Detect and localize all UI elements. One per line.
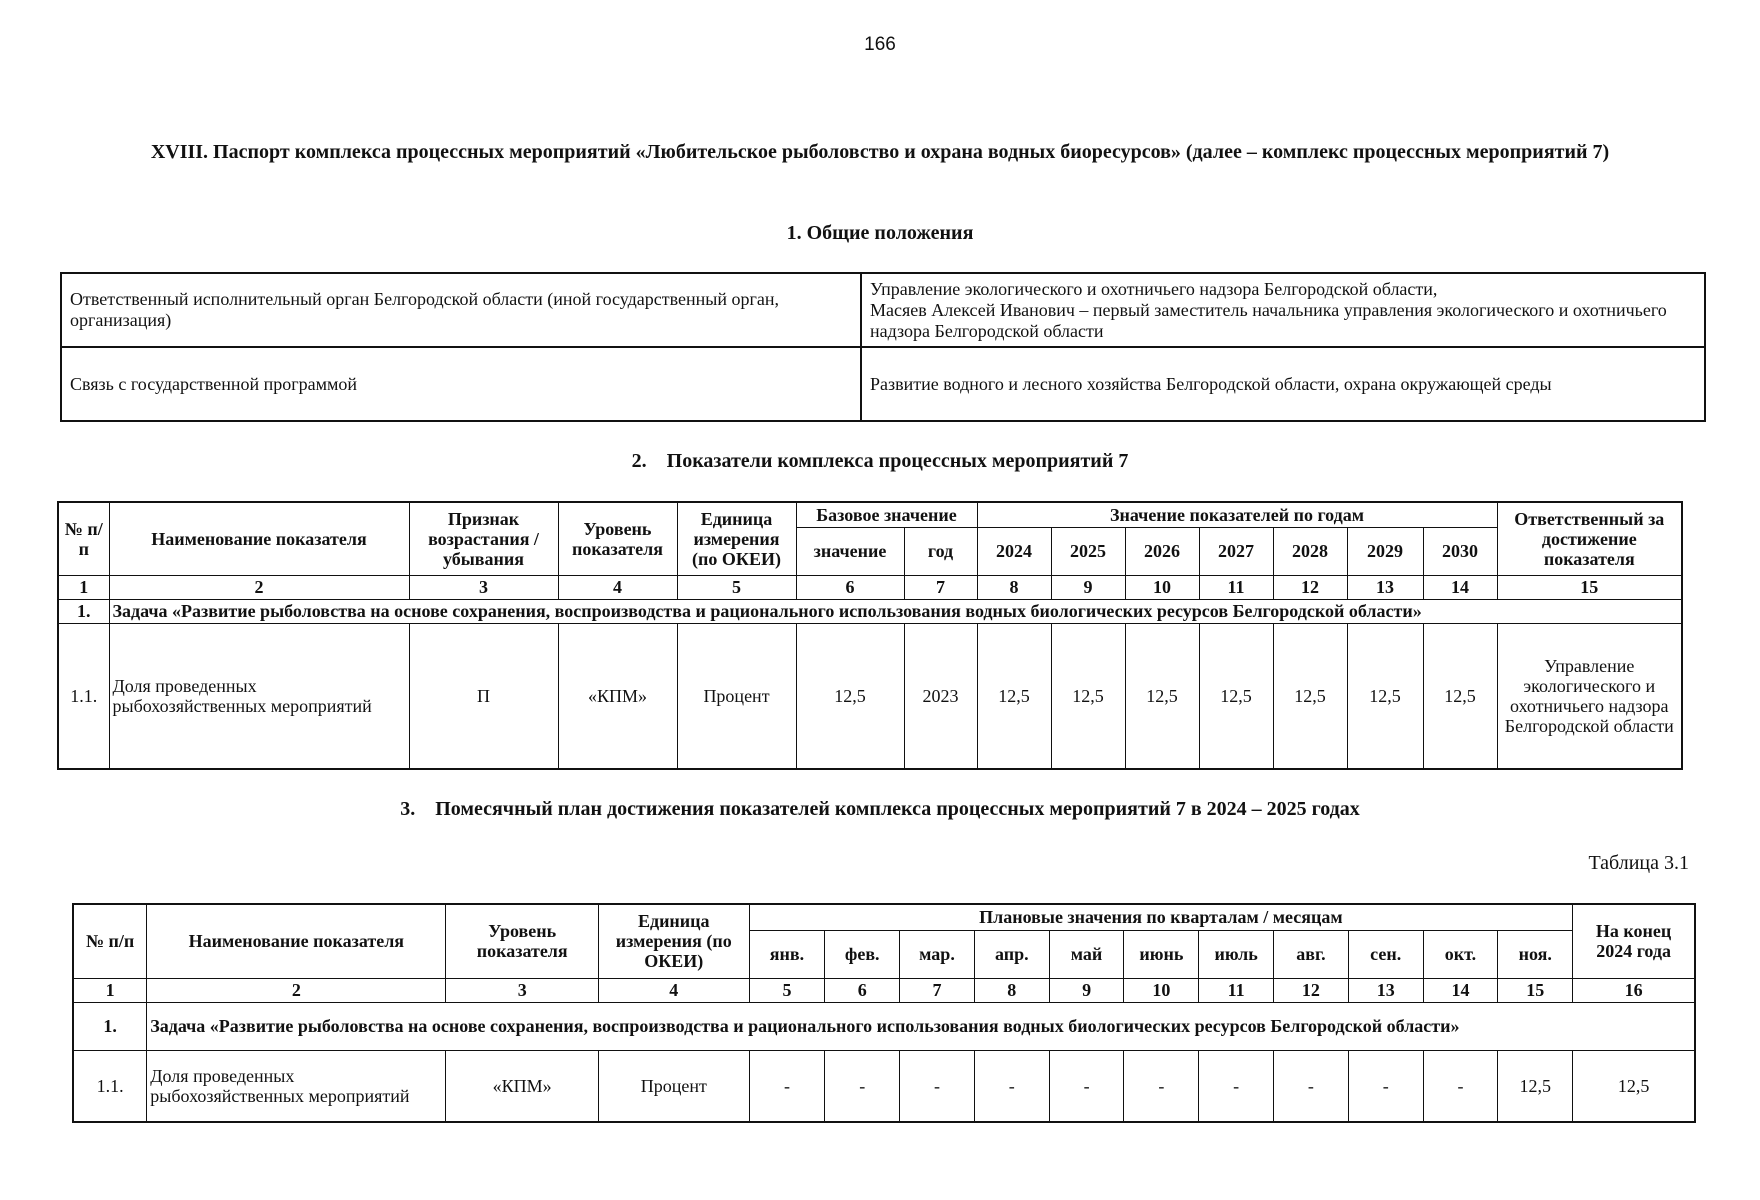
year-value: 12,5 — [1199, 623, 1273, 769]
col-number: 5 — [677, 575, 796, 599]
col-number: 14 — [1423, 575, 1497, 599]
col-year-header: 2026 — [1125, 527, 1199, 575]
col-year-header: 2025 — [1051, 527, 1125, 575]
responsible-value-line: Масяев Алексей Иванович – первый заместитель начальника управления экологического и охотничьего надзора Белгородской области — [870, 299, 1667, 341]
col-month-header: фев. — [825, 930, 900, 978]
col-year-header: 2028 — [1273, 527, 1347, 575]
month-value: - — [1423, 1050, 1498, 1122]
indicator-level: «КПМ» — [446, 1050, 599, 1122]
col-number: 5 — [749, 978, 825, 1002]
col-number: 14 — [1423, 978, 1498, 1002]
col-plan-header: Плановые значения по кварталам / месяцам — [749, 904, 1573, 930]
col-number: 11 — [1199, 575, 1273, 599]
col-number: 6 — [825, 978, 900, 1002]
table-row — [73, 1050, 1695, 1122]
col-number: 8 — [974, 978, 1049, 1002]
table-reference: Таблица 3.1 — [1588, 852, 1689, 874]
col-month-header: ноя. — [1498, 930, 1573, 978]
responsible-label: Ответственный исполнительный орган Белгородской области (иной государственный орган, организация) — [61, 273, 861, 347]
indicator-unit: Процент — [598, 1050, 749, 1122]
task-row — [73, 1002, 1695, 1050]
col-number: 7 — [904, 575, 977, 599]
col-number: 2 — [147, 978, 446, 1002]
col-number: 15 — [1497, 575, 1682, 599]
year-value: 12,5 — [1423, 623, 1497, 769]
section2-heading: 2. Показатели комплекса процессных мероприятий 7 — [631, 450, 1129, 472]
task-text: Задача «Развитие рыболовства на основе сохранения, воспроизводства и рационального использования водных биологических ресурсов Белгородской области» — [109, 599, 1682, 623]
col-year-header: 2027 — [1199, 527, 1273, 575]
col-number: 4 — [558, 575, 677, 599]
col-number: 9 — [1051, 575, 1125, 599]
indicator-name: Доля проведенных рыбохозяйственных мероприятий — [147, 1050, 446, 1122]
col-number: 1 — [58, 575, 109, 599]
month-value: - — [1274, 1050, 1349, 1122]
col-month-header: май — [1049, 930, 1124, 978]
section3-heading: 3. Помесячный план достижения показателей комплекса процессных мероприятий 7 в 2024 – 2025 годах — [400, 798, 1360, 820]
col-number: 13 — [1347, 575, 1423, 599]
row-number: 1.1. — [73, 1050, 147, 1122]
col-month-header: июль — [1199, 930, 1274, 978]
col-month-header: мар. — [900, 930, 975, 978]
month-value: - — [1049, 1050, 1124, 1122]
col-number: 13 — [1348, 978, 1423, 1002]
col-years-header: Значение показателей по годам — [977, 502, 1497, 527]
col-month-header: янв. — [749, 930, 825, 978]
column-numbers-row — [58, 575, 1682, 599]
indicator-unit: Процент — [677, 623, 796, 769]
responsible-cell: Управление экологического и охотничьего надзора Белгородской области — [1497, 623, 1682, 769]
base-year: 2023 — [904, 623, 977, 769]
program-link-label: Связь с государственной программой — [61, 347, 861, 421]
year-value: 12,5 — [1273, 623, 1347, 769]
document-title: XVIII. Паспорт комплекса процессных мероприятий «Любительское рыболовство и охрана водных биоресурсов» (далее – комплекс процессных мероприятий 7) — [150, 141, 1610, 163]
task-number: 1. — [73, 1002, 147, 1050]
page-number: 166 — [864, 34, 896, 55]
col-number: 10 — [1125, 575, 1199, 599]
col-number: 3 — [446, 978, 599, 1002]
col-number: 6 — [796, 575, 904, 599]
base-value: 12,5 — [796, 623, 904, 769]
responsible-value — [861, 273, 1705, 347]
col-month-header: сен. — [1348, 930, 1423, 978]
program-link-value: Развитие водного и лесного хозяйства Белгородской области, охрана окружающей среды — [861, 347, 1705, 421]
end-of-year-value: 12,5 — [1573, 1050, 1695, 1122]
indicator-sign: П — [409, 623, 558, 769]
col-number: 16 — [1573, 978, 1695, 1002]
col-number: 3 — [409, 575, 558, 599]
year-value: 12,5 — [977, 623, 1051, 769]
col-number: 1 — [73, 978, 147, 1002]
indicator-name: Доля проведенных рыбохозяйственных мероприятий — [109, 623, 409, 769]
column-numbers-row — [73, 978, 1695, 1002]
table-row — [58, 623, 1682, 769]
year-value: 12,5 — [1125, 623, 1199, 769]
col-number: 4 — [598, 978, 749, 1002]
task-text: Задача «Развитие рыболовства на основе сохранения, воспроизводства и рационального использования водных биологических ресурсов Белгородской области» — [147, 1002, 1695, 1050]
year-value: 12,5 — [1051, 623, 1125, 769]
col-name-header: Наименование показателя — [147, 904, 446, 978]
col-level-header: Уровень показателя — [446, 904, 599, 978]
table-row — [61, 347, 1705, 421]
month-value: - — [1348, 1050, 1423, 1122]
month-value: - — [900, 1050, 975, 1122]
col-base-header: Базовое значение — [796, 502, 977, 527]
col-unit-header: Единица измерения (по ОКЕИ) — [677, 502, 796, 575]
table-row — [61, 273, 1705, 347]
col-num-header: № п/п — [58, 502, 109, 575]
col-number: 7 — [900, 978, 975, 1002]
col-month-header: окт. — [1423, 930, 1498, 978]
col-month-header: апр. — [974, 930, 1049, 978]
col-number: 9 — [1049, 978, 1124, 1002]
indicator-level: «КПМ» — [558, 623, 677, 769]
month-value: 12,5 — [1498, 1050, 1573, 1122]
col-number: 15 — [1498, 978, 1573, 1002]
month-value: - — [825, 1050, 900, 1122]
col-base-year-header: год — [904, 527, 977, 575]
col-month-header: авг. — [1274, 930, 1349, 978]
col-number: 10 — [1124, 978, 1199, 1002]
col-number: 12 — [1273, 575, 1347, 599]
responsible-value-line: Управление экологического и охотничьего надзора Белгородской области, — [870, 278, 1438, 299]
task-number: 1. — [58, 599, 109, 623]
col-name-header: Наименование показателя — [109, 502, 409, 575]
col-month-header: июнь — [1124, 930, 1199, 978]
year-value: 12,5 — [1347, 623, 1423, 769]
task-row — [58, 599, 1682, 623]
indicators-table — [57, 501, 1683, 770]
col-responsible-header: Ответственный за достижение показателя — [1497, 502, 1682, 575]
monthly-plan-table — [72, 903, 1696, 1123]
col-number: 11 — [1199, 978, 1274, 1002]
col-number: 2 — [109, 575, 409, 599]
row-number: 1.1. — [58, 623, 109, 769]
col-year-header: 2024 — [977, 527, 1051, 575]
month-value: - — [1199, 1050, 1274, 1122]
section1-heading: 1. Общие положения — [786, 222, 974, 244]
month-value: - — [974, 1050, 1049, 1122]
col-unit-header: Единица измерения (по ОКЕИ) — [598, 904, 749, 978]
col-num-header: № п/п — [73, 904, 147, 978]
col-year-header: 2029 — [1347, 527, 1423, 575]
col-number: 8 — [977, 575, 1051, 599]
col-sign-header: Признак возрастания / убывания — [409, 502, 558, 575]
col-base-value-header: значение — [796, 527, 904, 575]
general-provisions-table — [60, 272, 1706, 422]
month-value: - — [1124, 1050, 1199, 1122]
col-number: 12 — [1274, 978, 1349, 1002]
month-value: - — [749, 1050, 825, 1122]
col-year-header: 2030 — [1423, 527, 1497, 575]
col-level-header: Уровень показателя — [558, 502, 677, 575]
col-end-header: На конец 2024 года — [1573, 904, 1695, 978]
